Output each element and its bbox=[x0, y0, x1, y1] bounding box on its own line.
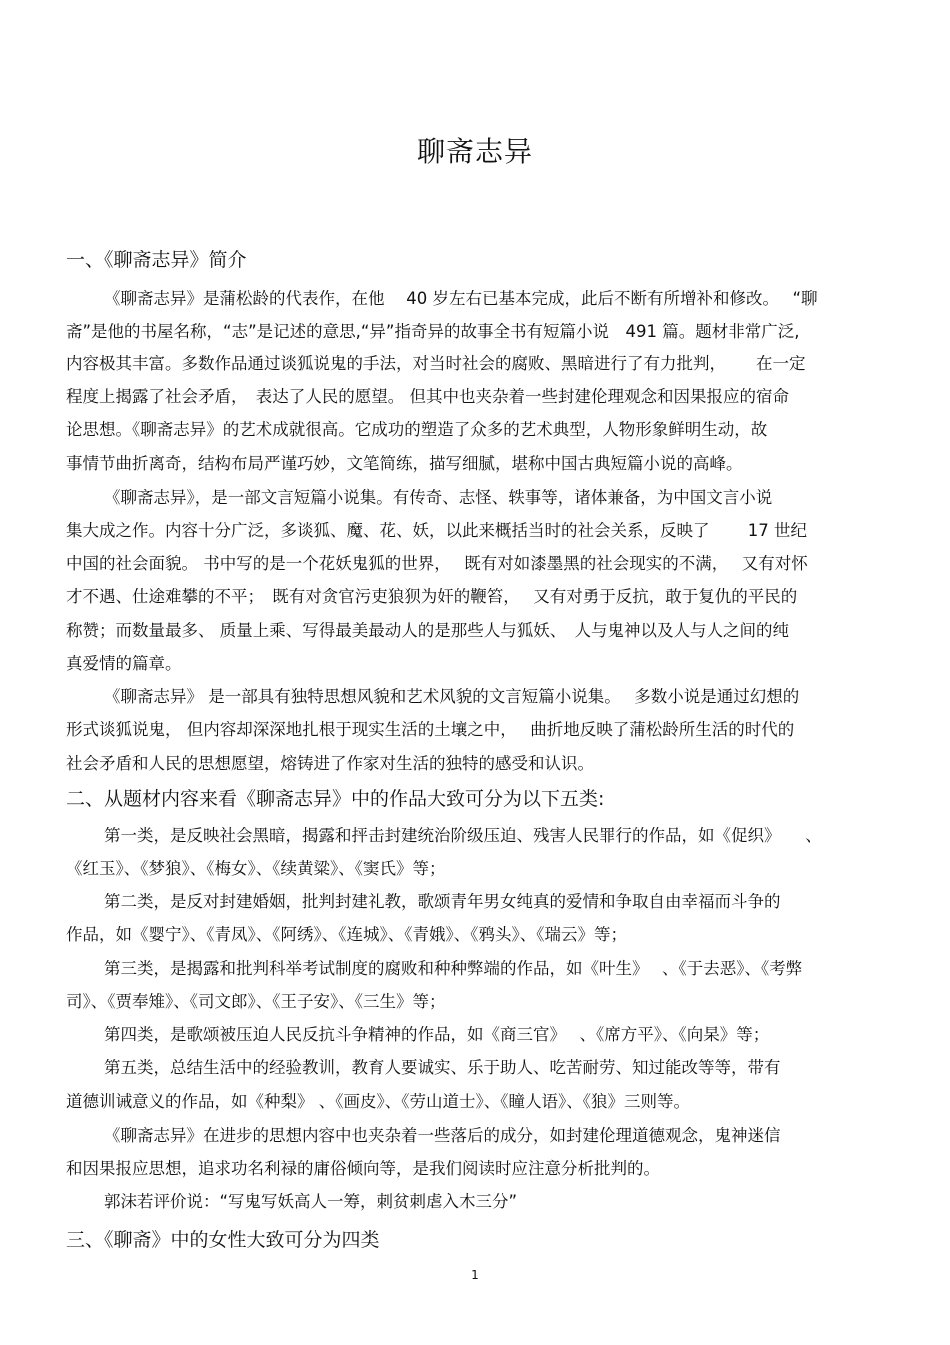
paragraph-line: 《聊斋志异》是蒲松龄的代表作，在他 40 岁左右已基本完成，此后不断有所增补和修改。 “聊 bbox=[104, 289, 818, 308]
paragraph-line: 事情节曲折离奇，结构布局严谨巧妙，文笔简练，描写细腻，堪称中国古典短篇小说的高峰。 bbox=[66, 454, 743, 473]
paragraph-line: 郭沫若评价说：“写鬼写妖高人一筹，刺贫刺虐入木三分” bbox=[104, 1192, 518, 1211]
paragraph-line: 中国的社会面貌。 书中写的是一个花妖鬼狐的世界， 既有对如漆墨黑的社会现实的不满， 又有对怀 bbox=[66, 554, 808, 573]
paragraph-line: 社会矛盾和人民的思想愿望，熔铸进了作家对生活的独特的感受和认识。 bbox=[66, 754, 594, 773]
paragraph-line: 集大成之作。内容十分广泛，多谈狐、魔、花、妖，以此来概括当时的社会关系，反映了 17 世纪 bbox=[66, 521, 807, 540]
paragraph-line: 真爱情的篇章。 bbox=[66, 654, 182, 673]
paragraph-line: 第三类，是揭露和批判科举考试制度的腐败和种种弊端的作品，如《叶生》 、《于去恶》、《考弊 bbox=[104, 959, 803, 978]
section-1-heading: 一、《聊斋志异》简介 bbox=[66, 249, 247, 271]
paragraph-line: 司》、《贾奉雉》、《司文郎》、《王子安》、《三生》等； bbox=[66, 992, 446, 1011]
section-3-heading: 三、《聊斋》中的女性大致可分为四类 bbox=[66, 1229, 380, 1251]
paragraph-line: 第五类，总结生活中的经验教训，教育人要诚实、乐于助人、吃苦耐劳、知过能改等等，带有 bbox=[104, 1058, 781, 1077]
paragraph-line: 《聊斋志异》在进步的思想内容中也夹杂着一些落后的成分，如封建伦理道德观念，鬼神迷信 bbox=[104, 1126, 781, 1145]
paragraph-line: 内容极其丰富。多数作品通过谈狐说鬼的手法，对当时社会的腐败、黑暗进行了有力批判， 在一定 bbox=[66, 354, 806, 373]
paragraph-line: 第二类，是反对封建婚姻，批判封建礼教，歌颂青年男女纯真的爱情和争取自由幸福而斗争的 bbox=[104, 892, 781, 911]
paragraph-line: 第一类，是反映社会黑暗，揭露和抨击封建统治阶级压迫、残害人民罪行的作品，如《促织》 、 bbox=[104, 826, 822, 845]
paragraph-line: 《聊斋志异》，是一部文言短篇小说集。有传奇、志怪、轶事等，诸体兼备，为中国文言小说 bbox=[104, 488, 773, 507]
paragraph-line: 第四类，是歌颂被压迫人民反抗斗争精神的作品，如《商三官》 、《席方平》、《向杲》等； bbox=[104, 1025, 770, 1044]
section-2-heading: 二、从题材内容来看《聊斋志异》中的作品大致可分为以下五类: bbox=[66, 788, 605, 810]
paragraph-line: 斋”是他的书屋名称，“志”是记述的意思,“异”指奇异的故事全书有短篇小说 491 篇。题材非常广泛, bbox=[66, 322, 800, 341]
paragraph-line: 程度上揭露了社会矛盾， 表达了人民的愿望。 但其中也夹杂着一些封建伦理观念和因果报应的宿命 bbox=[66, 387, 789, 406]
paragraph-line: 才不遇、仕途难攀的不平； 既有对贪官污吏狼狈为奸的鞭笞， 又有对勇于反抗，敢于复仇的平民的 bbox=[66, 587, 798, 606]
paragraph-line: 《红玉》、《梦狼》、《梅女》、《续黄粱》、《窦氏》等； bbox=[66, 859, 446, 878]
paragraph-line: 作品，如《婴宁》、《青凤》、《阿绣》、《连城》、《青娥》、《鸦头》、《瑞云》等； bbox=[66, 925, 627, 944]
paragraph-line: 道德训诫意义的作品，如《种梨》 、《画皮》、《劳山道士》、《瞳人语》、《狼》三则等。 bbox=[66, 1092, 690, 1111]
paragraph-line: 和因果报应思想，追求功名利禄的庸俗倾向等，是我们阅读时应注意分析批判的。 bbox=[66, 1159, 660, 1178]
paragraph-line: 论思想。《聊斋志异》的艺术成就很高。它成功的塑造了众多的艺术典型，人物形象鲜明生动，故 bbox=[66, 420, 768, 439]
page-number: 1 bbox=[471, 1268, 479, 1282]
paragraph-line: 《聊斋志异》 是一部具有独特思想风貌和艺术风貌的文言短篇小说集。 多数小说是通过幻想的 bbox=[104, 687, 800, 706]
paragraph-line: 称赞；而数量最多、 质量上乘、写得最美最动人的是那些人与狐妖、 人与鬼神以及人与人之间的纯 bbox=[66, 621, 789, 640]
document-title: 聊斋志异 bbox=[416, 135, 533, 168]
paragraph-line: 形式谈狐说鬼， 但内容却深深地扎根于现实生活的土壤之中， 曲折地反映了蒲松龄所生活的时代的 bbox=[66, 720, 795, 739]
